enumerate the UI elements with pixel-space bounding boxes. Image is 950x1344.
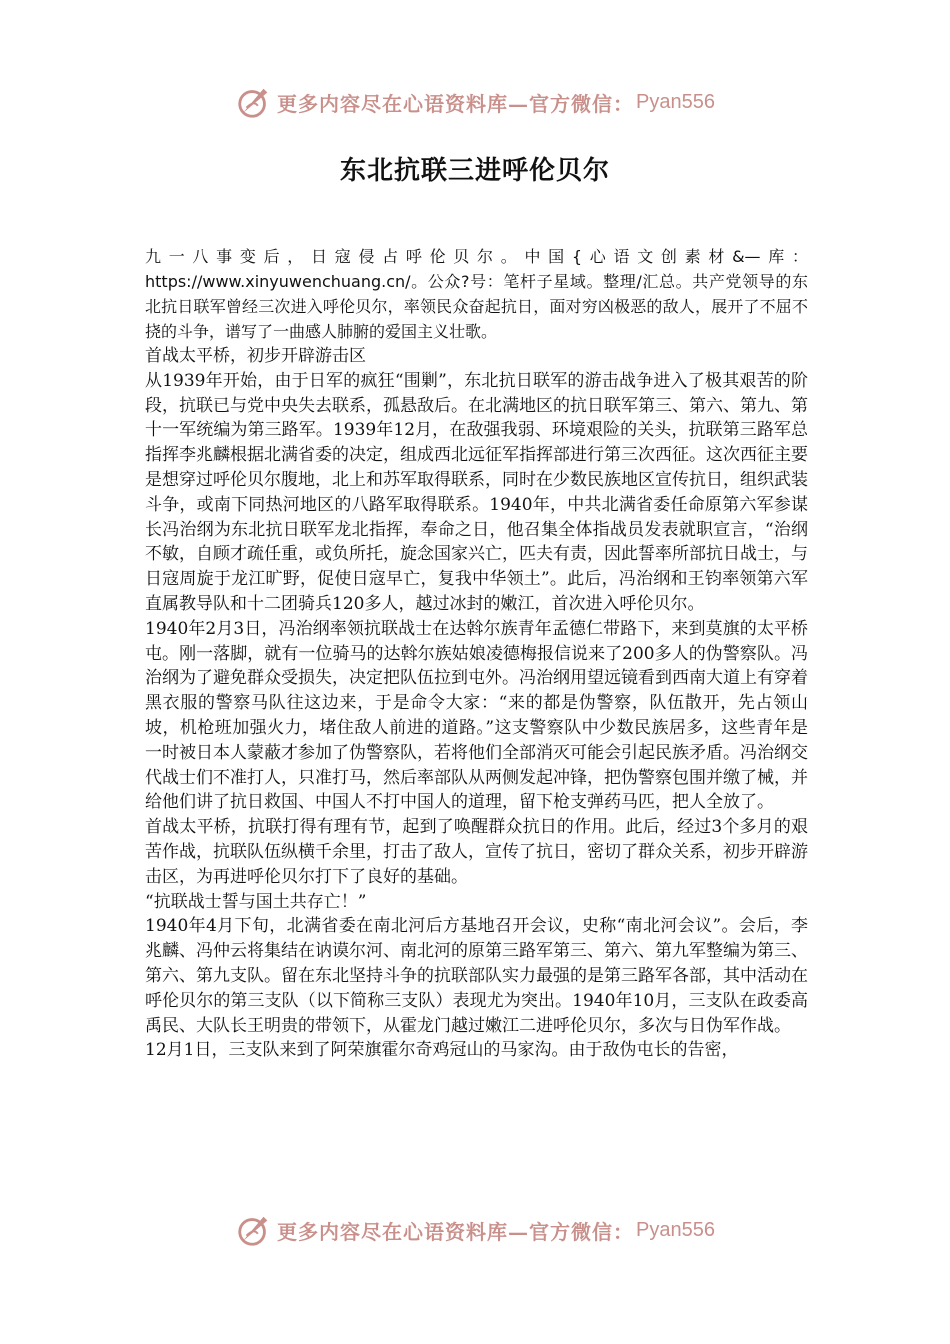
watermark-id: Pyan556 bbox=[636, 90, 715, 113]
page-title: 东北抗联三进呼伦贝尔 bbox=[339, 156, 610, 186]
watermark-banner-top bbox=[0, 82, 950, 122]
watermark-text: 更多内容尽在心语资料库—官方微信： bbox=[277, 91, 635, 116]
body-paragraph: 从1939年开始，由于日军的疯狂“围剿”，东北抗日联军的游击战争进入了极其艰苦的阶段，抗联已与党中央失去联系，孤悬敌后。在北满地区的抗日联军第三、第六、第九、第十一军统编为第三路军。1939年12月，在敌强我弱、环境艰险的关头，抗联第三路军总指挥李兆麟根据北满省委的决定，组成西北远征军指挥部进行第三次西征。这次西征主要是想穿过呼伦贝尔腹地，北上和苏军取得联系，同时在少数民族地区宣传抗日，组织武装斗争，或南下同热河地区的八路军取得联系。1940年，中共北满省委任命原第六军参谋长冯治纲为东北抗日联军龙北指挥，奉命之日，他召集全体指战员发表就职宣言，“治纲不敏，自顾才疏任重，或负所托，旋念国家兴亡，匹夫有责，因此誓率所部抗日战士，与日寇周旋于龙江旷野，促使日寇早亡，复我中华领土”。此后，冯治纲和王钧率领第六军直属教导队和十二团骑兵120多人，越过冰封的嫩江，首次进入呼伦贝尔。 bbox=[145, 370, 808, 614]
watermark-id: Pyan556 bbox=[636, 1218, 715, 1241]
intro-paragraph: 九一八事变后，日寇侵占呼伦贝尔。中国{心语文创素材&—库：https://www.xinyuwenchuang.cn/。公众?号：笔杆子星域。整理/汇总。共产党领导的东北抗日联军曾经三次进入呼伦贝尔，率领民众奋起抗日，面对穷凶极恶的敌人，展开了不屈不挠的斗争，谱写了一曲感人肺腑的爱国主义壮歌。 bbox=[145, 247, 808, 341]
article-body bbox=[145, 244, 808, 1063]
body-paragraph: 1940年4月下旬，北满省委在南北河后方基地召开会议，史称“南北河会议”。会后，李兆麟、冯仲云将集结在讷谟尔河、南北河的原第三路军第三、第六、第九军整编为第三、第六、第九支队。留在东北坚持斗争的抗联部队实力最强的是第三路军各部，其中活动在呼伦贝尔的第三支队（以下简称三支队）表现尤为突出。1940年10月，三支队在政委高禹民、大队长王明贵的带领下，从霍龙门越过嫩江二进呼伦贝尔，多次与日伪军作战。 bbox=[145, 916, 808, 1036]
section-heading: “抗联战士誓与国土共存亡！” bbox=[145, 891, 367, 912]
body-paragraph: 12月1日，三支队来到了阿荣旗霍尔奇鸡冠山的马家沟。由于敌伪屯长的告密， bbox=[145, 1040, 739, 1061]
quill-logo-icon bbox=[235, 83, 273, 121]
body-paragraph: 1940年2月3日，冯治纲率领抗联战士在达斡尔族青年孟德仁带路下，来到莫旗的太平桥屯。刚一落脚，就有一位骑马的达斡尔族姑娘凌德梅报信说来了200多人的伪警察队。冯治纲为了避免群众受损失，决定把队伍拉到屯外。冯治纲用望远镜看到西南大道上有穿着黑衣服的警察马队往这边来，于是命令大家：“来的都是伪警察，队伍散开，先占领山坡，机枪班加强火力，堵住敌人前进的道路。”这支警察队中少数民族居多，这些青年是一时被日本人蒙蔽才参加了伪警察队，若将他们全部消灭可能会引起民族矛盾。冯治纲交代战士们不准打人，只准打马，然后率部队从两侧发起冲锋，把伪警察包围并缴了械，并给他们讲了抗日救国、中国人不打中国人的道理，留下枪支弹药马匹，把人全放了。 bbox=[145, 618, 808, 813]
watermark-text: 更多内容尽在心语资料库—官方微信： bbox=[277, 1219, 635, 1244]
body-paragraph: 首战太平桥，抗联打得有理有节，起到了唤醒群众抗日的作用。此后，经过3个多月的艰苦作战，抗联队伍纵横千余里，打击了敌人，宣传了抗日，密切了群众关系，初步开辟游击区，为再进呼伦贝尔打下了良好的基础。 bbox=[145, 817, 808, 887]
watermark-banner-bottom bbox=[0, 1210, 950, 1250]
section-heading: 首战太平桥，初步开辟游击区 bbox=[145, 346, 366, 366]
quill-logo-icon bbox=[235, 1211, 273, 1249]
